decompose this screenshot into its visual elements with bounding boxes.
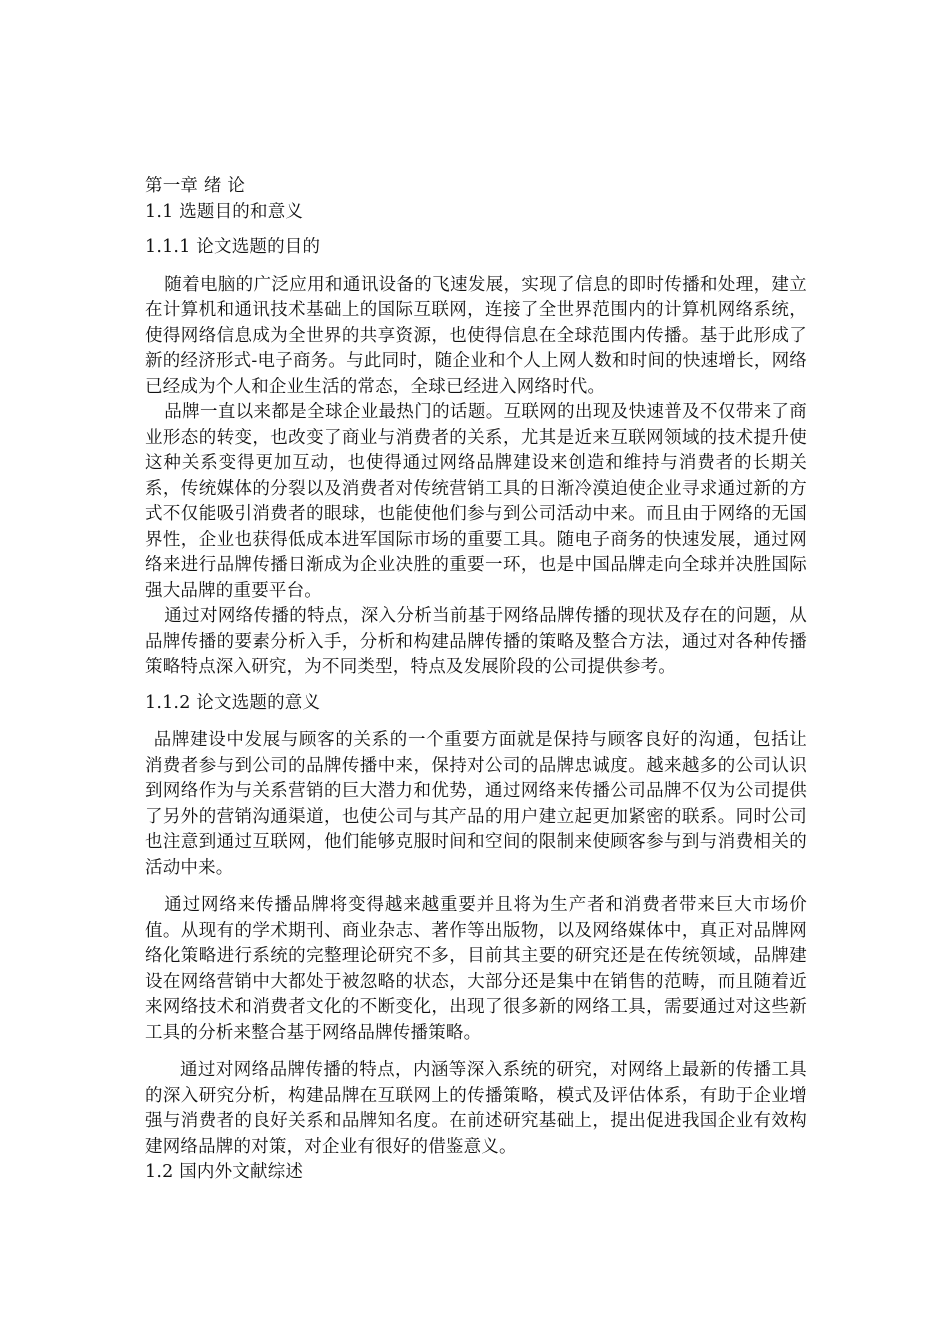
paragraph-purpose-1: 随着电脑的广泛应用和通讯设备的飞速发展，实现了信息的即时传播和处理，建立在计算机和通讯技术基础上的国际互联网，连接了全世界范围内的计算机网络系统，使得网络信息成为全世界的共享资源，也使得信息在全球范围内传播。基于此形成了新的经济形式-电子商务。与此同时，随企业和个人上网人数和时间的快速增长，网络已经成为个人和企业生活的常态，全球已经进入网络时代。 <box>145 274 807 397</box>
spacer <box>145 225 807 235</box>
spacer <box>145 716 807 728</box>
document-body <box>145 174 807 1186</box>
section-heading-1-2: 1.2 国内外文献综述 <box>145 1162 304 1182</box>
spacer <box>145 261 807 273</box>
section-heading-1-1-1: 1.1.1 论文选题的目的 <box>145 237 321 257</box>
paragraph-significance-2: 通过网络来传播品牌将变得越来越重要并且将为生产者和消费者带来巨大市场价值。从现有的学术期刊、商业杂志、著作等出版物，以及网络媒体中，真正对品牌网络化策略进行系统的完整理论研究不多，目前其主要的研究还是在传统领域，品牌建设在网络营销中大都处于被忽略的状态，大部分还是集中在销售的范畴，而且随着近来网络技术和消费者文化的不断变化，出现了很多新的网络工具，需要通过对这些新工具的分析来整合基于网络品牌传播策略。 <box>145 895 807 1043</box>
paragraph-significance-3: 通过对网络品牌传播的特点，内涵等深入系统的研究，对网络上最新的传播工具的深入研究分析，构建品牌在互联网上的传播策略，模式及评估体系，有助于企业增强与消费者的良好关系和品牌知名度。在前述研究基础上，提出促进我国企业有效构建网络品牌的对策，对企业有很好的借鉴意义。 <box>145 1060 807 1157</box>
section-heading-1-1-2: 1.1.2 论文选题的意义 <box>145 692 321 713</box>
spacer <box>145 1046 807 1058</box>
paragraph-purpose-3: 通过对网络传播的特点，深入分析当前基于网络品牌传播的现状及存在的问题，从品牌传播的要素分析入手，分析和构建品牌传播的策略及整合方法，通过对各种传播策略特点深入研究，为不同类型，特点及发展阶段的公司提供参考。 <box>145 606 807 677</box>
section-heading-1-1: 1.1 选题目的和意义 <box>145 201 304 222</box>
spacer <box>145 681 807 691</box>
spacer <box>145 881 807 893</box>
paragraph-significance-1: 品牌建设中发展与顾客的关系的一个重要方面就是保持与顾客良好的沟通，包括让消费者参与到公司的品牌传播中来，保持对公司的品牌忠诚度。越来越多的公司认识到网络作为与关系营销的巨大潜力和优势，通过网络来传播公司品牌不仅为公司提供了另外的营销沟通渠道，也使公司与其产品的用户建立起更加紧密的联系。同时公司也注意到通过互联网，他们能够克服时间和空间的限制来使顾客参与到与消费相关的活动中来。 <box>145 730 807 878</box>
paragraph-purpose-2: 品牌一直以来都是全球企业最热门的话题。互联网的出现及快速普及不仅带来了商业形态的转变，也改变了商业与消费者的关系，尤其是近来互联网领域的技术提升使这种关系变得更加互动，也使得通过网络品牌建设来创造和维持与消费者的长期关系，传统媒体的分裂以及消费者对传统营销工具的日渐冷漠迫使企业寻求通过新的方式不仅能吸引消费者的眼球，也能使他们参与到公司活动中来。而且由于网络的无国界性，企业也获得低成本进军国际市场的重要工具。随电子商务的快速发展，通过网络来进行品牌传播日渐成为企业决胜的重要一环，也是中国品牌走向全球并决胜国际强大品牌的重要平台。 <box>145 402 807 601</box>
chapter-title: 第一章 绪 论 <box>145 176 246 196</box>
